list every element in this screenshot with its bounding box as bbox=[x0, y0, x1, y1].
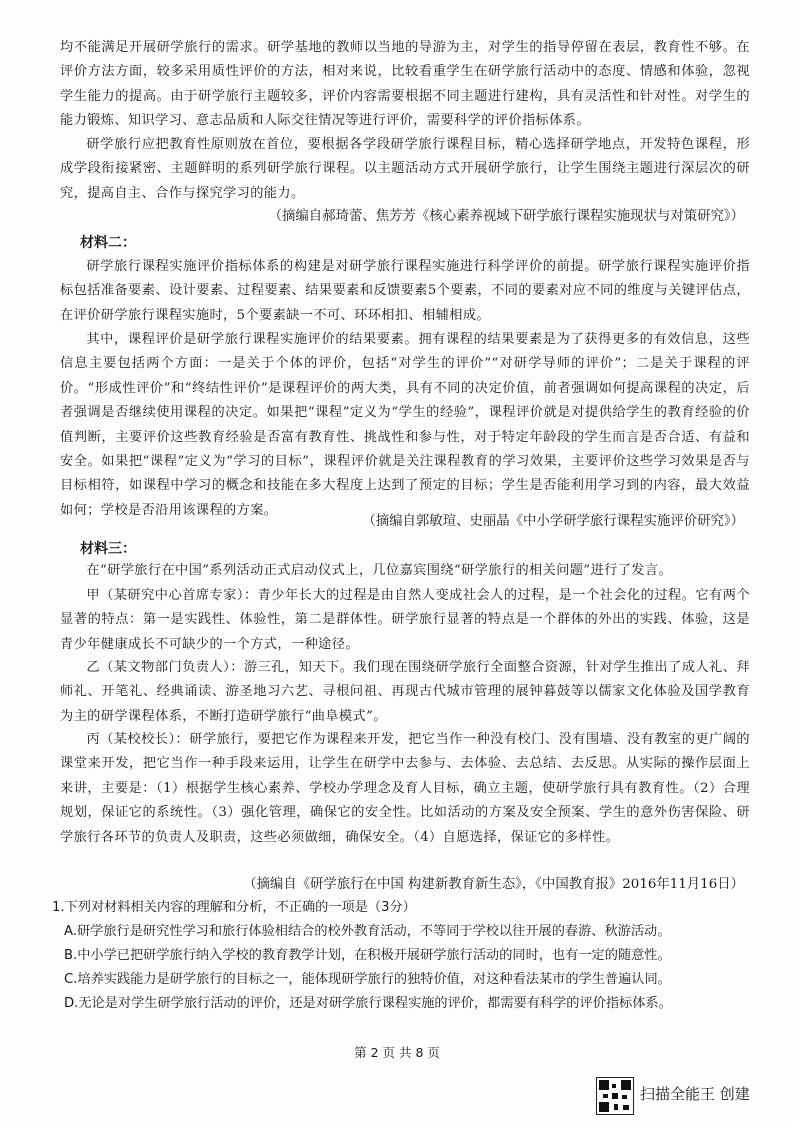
material-two-heading: 材料二： bbox=[80, 235, 136, 251]
paragraph-speaker-jia: 甲（某研究中心首席专家）：青少年长大的过程是由自然人变成社会人的过程，是一个社会化的过程。它有两个显著的特点：第一是实践性、体验性，第二是群体性。研学旅行显著的特点是一个群体的外出的实践、体验，这是青少年健康成长不可缺少的一个方式，一种途径。 bbox=[60, 588, 750, 652]
option-c: C.培养实践能力是研学旅行的目标之一，能体现研学旅行的独特价值，对这种看法某市的学生普遍认同。 bbox=[64, 972, 671, 987]
paragraph-material2-evaluation: 其中，课程评价是研学旅行课程实施评价的结果要素。拥有课程的结果要素是为了获得更多的有效信息，这些信息主要包括两个方面：一是关于个体的评价，包括“对学生的评价”“对研学导师的评价”；二是关于课程的评价。“形成性评价”和“终结性评价”是课程评价的两大类，具有不同的决定价值，前者强调如何提高课程的决定，后者强调是否继续使用课程的决定。如果把“课程”定义为“学生的经验”，课程评价就是对提供给学生的教育经验的价值判断，主要评价这些教育经验是否富有教育性、挑战性和参与性，对于特定年龄段的学生而言是否合适、有益和安全。如果把“课程”定义为“学习的目标”，课程评价就是关注课程教育的学习效果，主要评价这些学习效果是否与目标相符，如课程中学习的概念和技能在多大程度上达到了预定的目标；学生是否能利用学习到的内容，最大效益如何；学校是否沿用该课程的方案。 bbox=[60, 332, 750, 518]
paragraph-material2-intro: 研学旅行课程实施评价指标体系的构建是对研学旅行课程实施进行科学评价的前提。研学旅行课程实施评价指标包括准备要素、设计要素、过程要素、结果要素和反馈要素5个要素，不同的要素对应不同的维度与关键评估点，在评价研学旅行课程实施时，5个要素缺一不可、环环相扣、相辅相成。 bbox=[60, 259, 750, 323]
paragraph-material1-suggestion: 研学旅行应把教育性原则放在首位，要根据各学段研学旅行课程目标，精心选择研学地点，开发特色课程，形成学段衔接紧密、主题鲜明的系列研学旅行课程。以主题活动方式开展研学旅行，让学生围绕主题进行深层次的研究，提高自主、合作与探究学习的能力。 bbox=[60, 137, 750, 201]
paragraph-speaker-yi: 乙（某文物部门负责人）：游三孔，知天下。我们现在围绕研学旅行全面整合资源，针对学生推出了成人礼、拜师礼、开笔礼、经典诵读、游圣地习六艺、寻根问祖、再现古代城市管理的展钟暮鼓等以儒家文化体验及国学教育为主的研学课程体系，不断打造研学旅行“曲阜模式”。 bbox=[60, 660, 750, 724]
source-citation-2: （摘编自郭敏瑄、史丽晶《中小学研学旅行课程实施评价研究》） bbox=[362, 514, 744, 529]
paragraph-material3-intro: 在“研学旅行在中国”系列活动正式启动仪式上，几位嘉宾围绕“研学旅行的相关问题”进行了发言。 bbox=[86, 563, 673, 578]
material-three-heading: 材料三： bbox=[80, 541, 136, 557]
option-b: B.中小学已把研学旅行纳入学校的教育教学计划，在积极开展研学旅行活动的同时，也有一定的随意性。 bbox=[64, 948, 671, 963]
option-a: A.研学旅行是研究性学习和旅行体验相结合的校外教育活动，不等同于学校以往开展的春游、秋游活动。 bbox=[64, 924, 671, 939]
page-number: 第 2 页 共 8 页 bbox=[354, 1045, 440, 1060]
source-citation-1: （摘编自郝琦蕾、焦芳芳《核心素养视域下研学旅行课程实施现状与对策研究》） bbox=[268, 209, 744, 224]
paragraph-speaker-bing: 丙（某校校长）：研学旅行，要把它作为课程来开发，把它当作一种没有校门、没有围墙、没有教室的更广阔的课堂来开发，把它当作一种手段来运用，让学生在研学中去参与、去体验、去总结、去反思。从实际的操作层面上来讲，主要是：（1）根据学生核心素养、学校办学理念及育人目标，确立主题，使研学旅行具有教育性。（2）合理规划，保证它的系统性。（3）强化管理，确保它的安全性。比如活动的方案及安全预案、学生的意外伤害保险、研学旅行各环节的负责人及职责，这些必须做细，确保安全。（4）自愿选择，保证它的多样性。 bbox=[60, 732, 750, 845]
scanner-watermark-text: 扫描全能王 创建 bbox=[640, 1085, 750, 1103]
source-citation-3: （摘编自《研学旅行在中国 构建新教育新生态》，《中国教育报》2016年11月16日） bbox=[243, 877, 744, 892]
paragraph-material1-end: 均不能满足开展研学旅行的需求。研学基地的教师以当地的导游为主，对学生的指导停留在表层，教育性不够。在评价方法方面，较多采用质性评价的方法，相对来说，比较看重学生在研学旅行活动中的态度、情感和体验，忽视学生能力的提高。由于研学旅行主题较多，评价内容需要根据不同主题进行建构，具有灵活性和针对性。对学生的能力锻炼、知识学习、意志品质和人际交往情况等进行评价，需要科学的评价指标体系。 bbox=[60, 40, 750, 129]
question-stem: 1.下列对材料相关内容的理解和分析，不正确的一项是（3分） bbox=[52, 900, 416, 915]
option-d: D.无论是对学生研学旅行活动的评价，还是对研学旅行课程实施的评价，都需要有科学的评价指标体系。 bbox=[64, 996, 672, 1011]
qr-code-icon bbox=[596, 1077, 634, 1115]
